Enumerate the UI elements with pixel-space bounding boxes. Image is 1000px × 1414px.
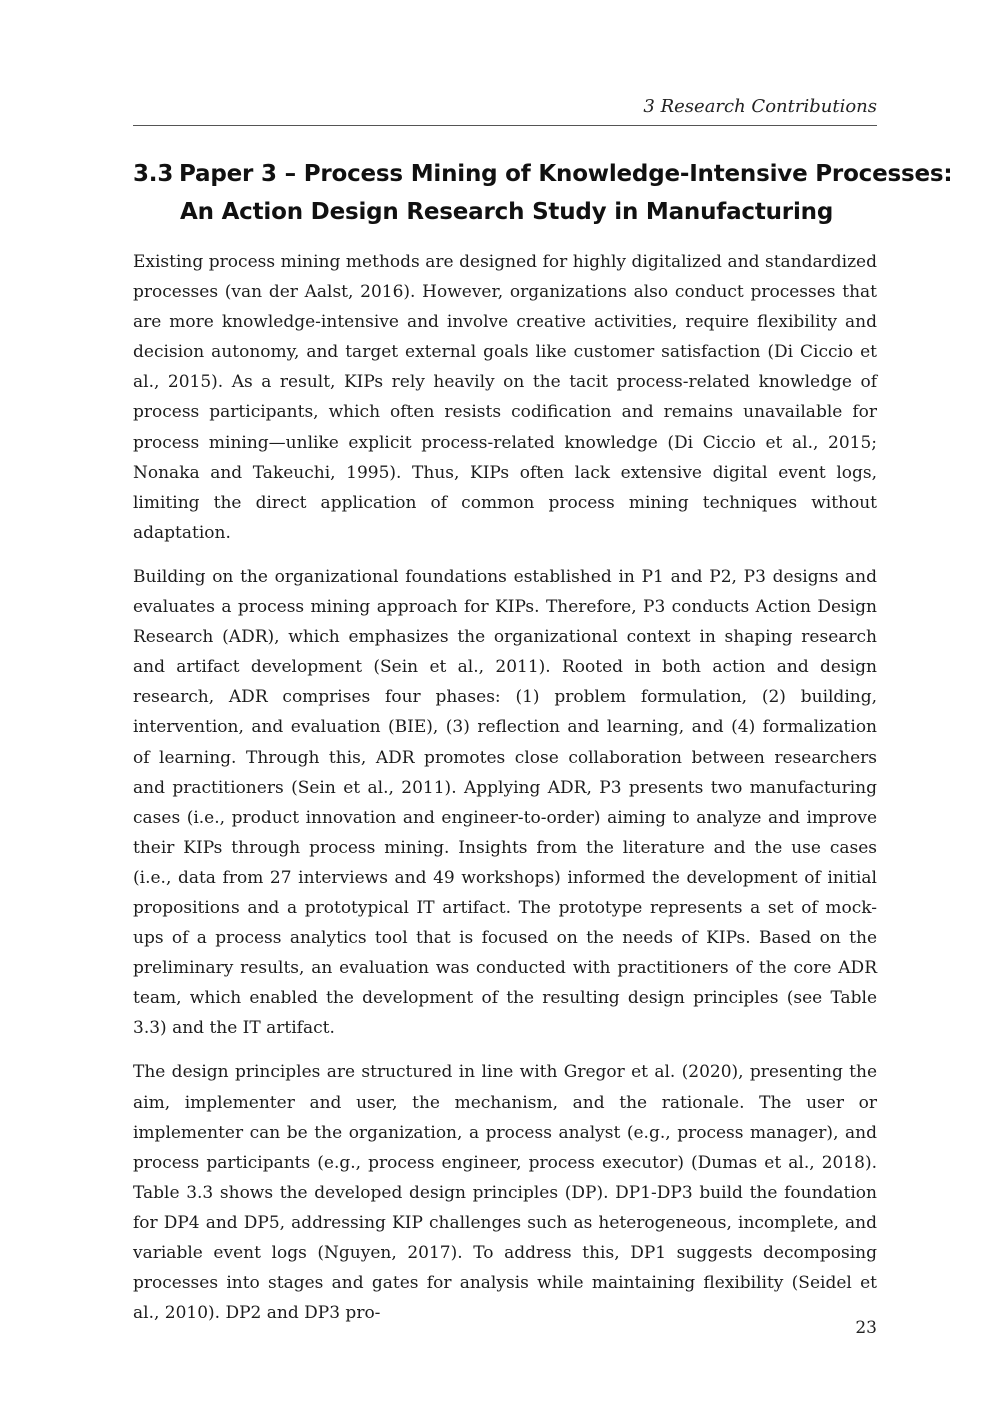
section-heading-line-1: [133, 155, 953, 193]
paragraph-3: The design principles are structured in line with Gregor et al. (2020), presenting the aim, implementer and user, the mechanism, and the rationale. The user or implementer can be the organization, a process analyst (e.g., process manager), and process participants (e.g., process engineer, process executor) (Dumas et al., 2018). Table 3.3 shows the developed design principles (DP). DP1-DP3 build the foundation for DP4 and DP5, addressing KIP challenges such as heterogeneous, incomplete, and variable event logs (Nguyen, 2017). To address this, DP1 suggests decomposing processes into stages and gates for analysis while maintaining flexibility (Seidel et al., 2010). DP2 and DP3 pro-: [133, 1062, 877, 1324]
body-text: [133, 247, 877, 1342]
page-number: 23: [855, 1318, 877, 1338]
running-header-title: 3 Research Contributions: [643, 96, 877, 117]
paragraph-2: Building on the organizational foundations established in P1 and P2, P3 designs and evaluates a process mining approach for KIPs. Therefore, P3 conducts Action Design Research (ADR), which emphasizes the organizational context in shaping research and artifact development (Sein et al., 2011). Rooted in both action and design research, ADR comprises four phases: (1) problem formulation, (2) building, intervention, and evaluation (BIE), (3) reflection and learning, and (4) formalization of learning. Through this, ADR promotes close collaboration between researchers and practitioners (Sein et al., 2011). Applying ADR, P3 presents two manufacturing cases (i.e., product innovation and engineer-to-order) aiming to analyze and improve their KIPs through process mining. Insights from the literature and the use cases (i.e., data from 27 interviews and 49 workshops) informed the development of initial propositions and a prototypical IT artifact. The prototype represents a set of mock-ups of a process analytics tool that is focused on the needs of KIPs. Based on the preliminary results, an evaluation was conducted with practitioners of the core ADR team, which enabled the development of the resulting design principles (see Table 3.3) and the IT artifact.: [133, 566, 877, 1039]
running-header: [133, 94, 877, 126]
section-title-line-1: Paper 3 – Process Mining of Knowledge-Intensive Processes:: [179, 161, 953, 187]
section-title-line-2: An Action Design Research Study in Manufacturing: [180, 199, 834, 225]
section-number: 3.3: [133, 161, 174, 187]
section-heading: [133, 155, 953, 231]
paragraph-1: Existing process mining methods are designed for highly digitalized and standardized processes (van der Aalst, 2016). However, organizations also conduct processes that are more knowledge-intensive and involve creative activities, require flexibility and decision autonomy, and target external goals like customer satisfaction (Di Ciccio et al., 2015). As a result, KIPs rely heavily on the tacit process-related knowledge of process participants, which often resists codification and remains unavailable for process mining—unlike explicit process-related knowledge (Di Ciccio et al., 2015; Nonaka and Takeuchi, 1995). Thus, KIPs often lack extensive digital event logs, limiting the direct application of common process mining techniques without adaptation.: [133, 252, 877, 543]
